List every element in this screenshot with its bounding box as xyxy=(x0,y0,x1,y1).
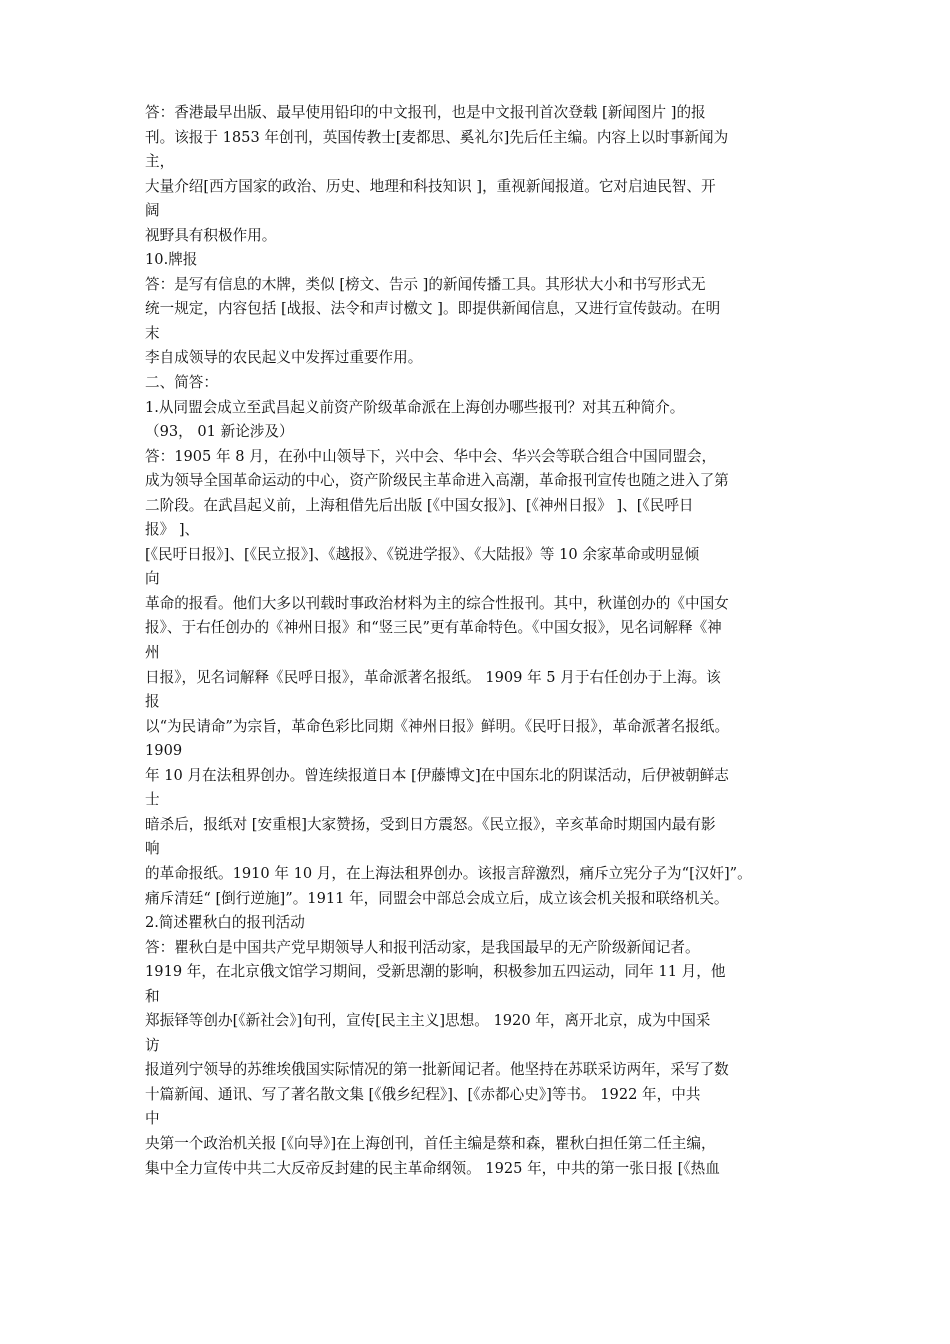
text-line: 响 xyxy=(145,840,160,858)
text-line: （93， 01 新论涉及） xyxy=(145,423,294,441)
text-line: 刊。该报于 1853 年创刊，英国传教士[麦都思、奚礼尔]先后任主编。内容上以时事新闻为 xyxy=(145,128,729,146)
text-line: 二阶段。在武昌起义前，上海租借先后出版 [《中国女报》]、[《神州日报》 ]、[《民呼日 xyxy=(145,496,694,514)
text-line: 报》、于右任创办的《神州日报》和“竖三民”更有革命特色。《中国女报》，见名词解释《神 xyxy=(145,619,722,637)
text-line: 1919 年，在北京俄文馆学习期间，受新思潮的影响，积极参加五四运动，同年 11 月，他 xyxy=(145,963,726,981)
text-line: 1909 xyxy=(145,742,183,760)
text-line: 和 xyxy=(145,987,160,1005)
text-line: 报 xyxy=(145,693,160,711)
text-line: 李自成领导的农民起义中发挥过重要作用。 xyxy=(145,349,423,367)
text-line: 报》 ]、 xyxy=(145,521,200,539)
document-body xyxy=(145,101,815,1181)
text-line: 年 10 月在法租界创办。曾连续报道日本 [伊藤博文]在中国东北的阴谋活动，后伊被朝鲜志 xyxy=(145,766,729,784)
text-line: 大量介绍[西方国家的政治、历史、地理和科技知识 ]，重视新闻报道。它对启迪民智、开 xyxy=(145,177,716,195)
text-line: 以“为民请命”为宗旨，革命色彩比同期《神州日报》鲜明。《民吁日报》，革命派著名报纸。 xyxy=(145,717,730,735)
text-line: 答：1905 年 8 月，在孙中山领导下，兴中会、华中会、华兴会等联合组合中国同盟会， xyxy=(145,447,717,465)
text-line: 的革命报纸。1910 年 10 月，在上海法租界创办。该报言辞激烈，痛斥立宪分子为“[汉奸]”。 xyxy=(145,864,752,882)
text-line: 中 xyxy=(145,1110,160,1128)
text-line: 答：是写有信息的木牌，类似 [榜文、告示 ]的新闻传播工具。其形状大小和书写形式无 xyxy=(145,275,706,293)
text-line: 暗杀后，报纸对 [安重根]大家赞扬，受到日方震怒。《民立报》，辛亥革命时期国内最有影 xyxy=(145,815,716,833)
text-line: 答：香港最早出版、最早使用铅印的中文报刊，也是中文报刊首次登载 [新闻图片 ]的报 xyxy=(145,104,706,121)
text-line: 主， xyxy=(145,153,175,171)
text-line: 州 xyxy=(145,644,160,662)
text-line: 革命的报看。他们大多以刊载时事政治材料为主的综合性报刊。其中，秋谨创办的《中国女 xyxy=(145,594,729,612)
text-line: 二、简答： xyxy=(145,374,218,392)
text-line: 十篇新闻、通讯、写了著名散文集 [《俄乡纪程》]、[《赤都心史》]等书。 1922 年，中共 xyxy=(145,1085,701,1103)
text-line: 10.牌报 xyxy=(145,251,198,269)
text-line: 痛斥清廷“ [倒行逆施]”。1911 年，同盟会中部总会成立后，成立该会机关报和联络机关。 xyxy=(145,889,729,907)
text-line: 答：瞿秋白是中国共产党早期领导人和报刊活动家，是我国最早的无产阶级新闻记者。 xyxy=(145,938,700,956)
text-line: 视野具有积极作用。 xyxy=(145,226,277,244)
text-line: 访 xyxy=(145,1036,160,1054)
text-line: 1.从同盟会成立至武昌起义前资产阶级革命派在上海创办哪些报刊？对其五种简介。 xyxy=(145,398,685,416)
text-line: 集中全力宣传中共二大反帝反封建的民主革命纲领。 1925 年，中共的第一张日报 [《热血 xyxy=(145,1159,720,1177)
text-line: 郑振铎等创办[《新社会》]旬刊，宣传[民主主义]思想。 1920 年，离开北京，成为中国采 xyxy=(145,1012,711,1030)
text-line: 央第一个政治机关报 [《向导》]在上海创刊，首任主编是蔡和森，瞿秋白担任第二任主编， xyxy=(145,1134,716,1152)
text-line: 统一规定，内容包括 [战报、法令和声讨檄文 ]。即提供新闻信息，又进行宣传鼓动。在明 xyxy=(145,300,721,318)
text-line: 士 xyxy=(145,791,160,809)
text-line: 向 xyxy=(145,570,160,588)
text-line: 末 xyxy=(145,324,160,342)
text-line: 阔 xyxy=(145,202,160,220)
text-line: 成为领导全国革命运动的中心，资产阶级民主革命进入高潮，革命报刊宣传也随之进入了第 xyxy=(145,472,729,490)
text-line: 日报》，见名词解释《民呼日报》，革命派著名报纸。 1909 年 5 月于右任创办于上海。该 xyxy=(145,668,721,686)
text-line: [《民吁日报》]、[《民立报》]、《越报》、《锐进学报》、《大陆报》等 10 余家革命或明显倾 xyxy=(145,545,700,563)
text-line: 报道列宁领导的苏维埃俄国实际情况的第一批新闻记者。他坚持在苏联采访两年，采写了数 xyxy=(145,1061,729,1079)
text-line: 2.简述瞿秋白的报刊活动 xyxy=(145,914,305,932)
